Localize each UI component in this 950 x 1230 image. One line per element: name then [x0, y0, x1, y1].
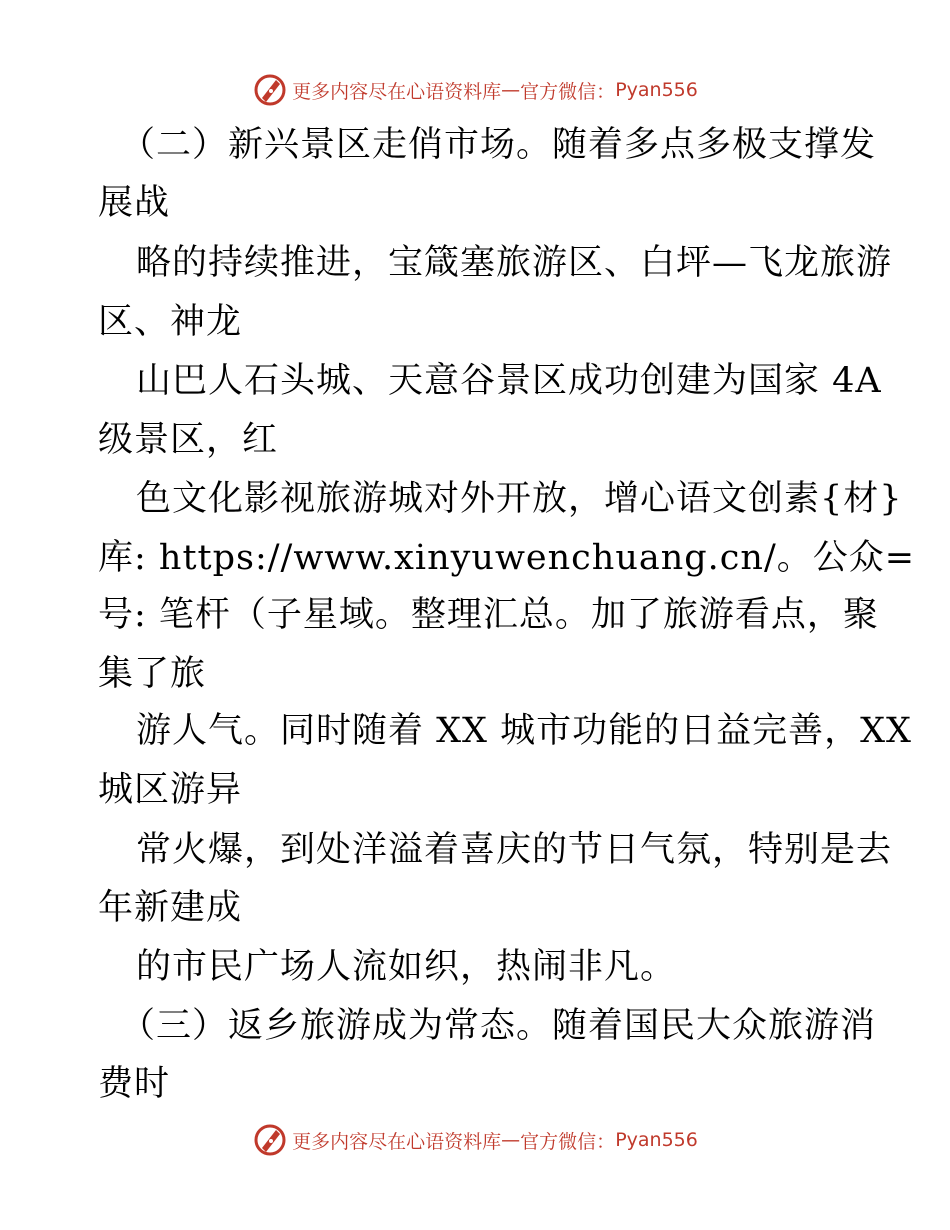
pen-nib-swirl-icon: [252, 1122, 288, 1158]
pen-nib-swirl-icon: [252, 72, 288, 108]
paragraph-line: 城区游异: [98, 770, 243, 810]
banner-wechat-id: Pyan556: [615, 1129, 698, 1151]
paragraph-line: （二）新兴景区走俏市场。随着多点多极支撑发: [120, 125, 877, 165]
paragraph-line: 常火爆，到处洋溢着喜庆的节日气氛，特别是去: [136, 830, 893, 870]
paragraph-line: 山巴人石头城、天意谷景区成功创建为国家 4A: [136, 361, 882, 401]
paragraph-line: 色文化影视旅游城对外开放，增心语文创素{材}: [136, 479, 903, 519]
banner-text: 更多内容尽在心语资料库: [292, 1130, 502, 1153]
paragraph-line: 库: https://www.xinyuwenchuang.cn/。公众=: [98, 538, 916, 578]
paragraph-line: 略的持续推进，宝箴塞旅游区、白坪—飞龙旅游: [136, 243, 893, 283]
banner-wechat-label: 官方微信：: [520, 80, 616, 103]
paragraph-line: 级景区，红: [98, 420, 279, 460]
banner-text: 更多内容尽在心语资料库: [292, 80, 502, 103]
header-watermark-banner: [0, 70, 950, 110]
banner-wechat-id: Pyan556: [615, 79, 698, 101]
paragraph-line: 号: 笔杆（子星域。整理汇总。加了旅游看点，聚: [98, 595, 879, 635]
paragraph-line: 费时: [98, 1064, 171, 1104]
paragraph-line: 年新建成: [98, 888, 243, 928]
banner-separator: —: [501, 1129, 521, 1151]
footer-watermark-banner: [0, 1120, 950, 1160]
banner-separator: —: [501, 79, 521, 101]
paragraph-line: 的市民广场人流如织，热闹非凡。: [136, 947, 677, 987]
paragraph-line: 展战: [98, 183, 171, 223]
paragraph-line: 集了旅: [98, 654, 207, 694]
paragraph-line: （三）返乡旅游成为常态。随着国民大众旅游消: [120, 1006, 877, 1046]
paragraph-line: 区、神龙: [98, 302, 243, 342]
paragraph-line: 游人气。同时随着 XX 城市功能的日益完善，XX: [136, 711, 912, 751]
banner-wechat-label: 官方微信：: [520, 1130, 616, 1153]
